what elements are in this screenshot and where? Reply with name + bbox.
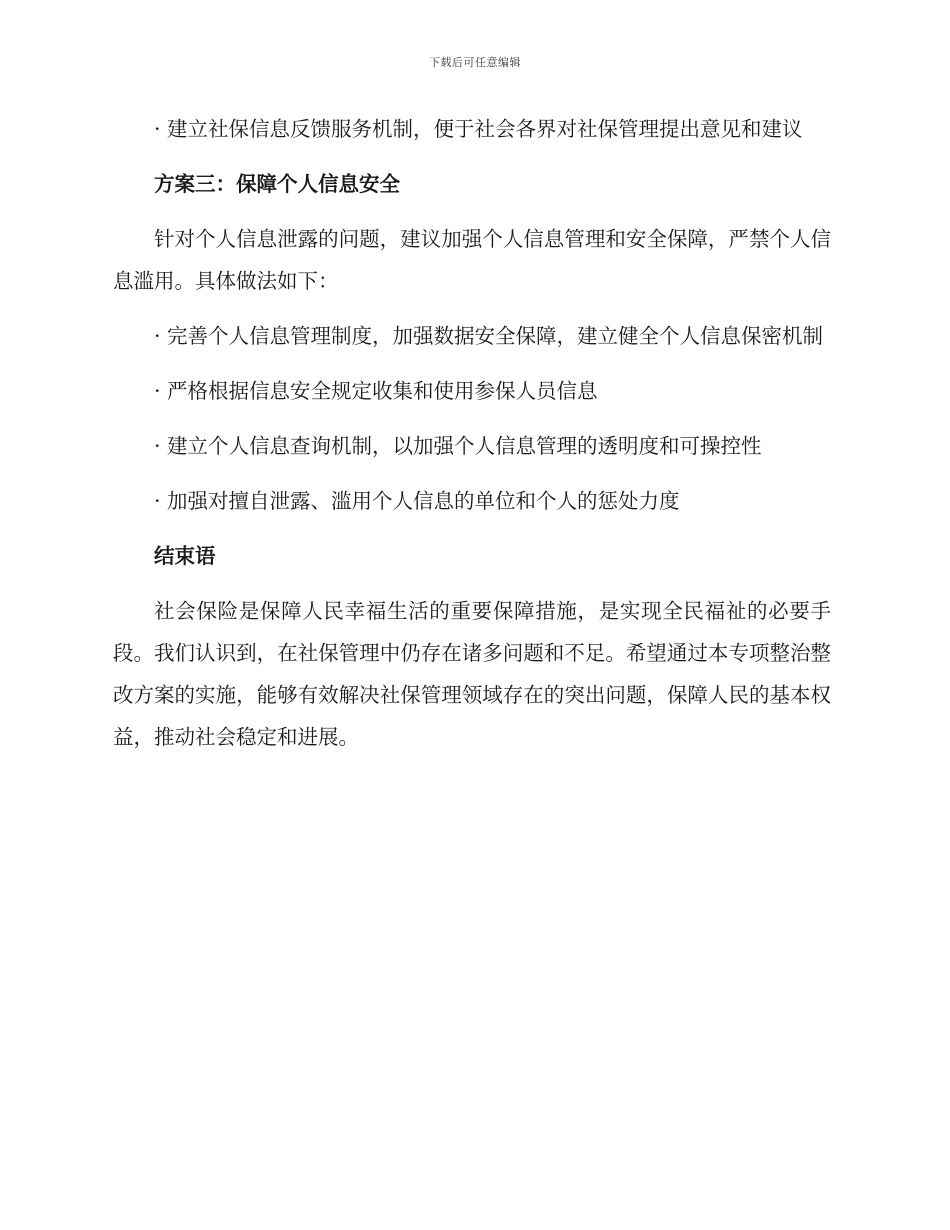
section-3-intro: 针对个人信息泄露的问题，建议加强个人信息管理和安全保障，严禁个人信息滥用。具体做法如下： bbox=[113, 227, 831, 293]
bullet-item: · 严格根据信息安全规定收集和使用参保人员信息 bbox=[154, 379, 598, 403]
bullet-feedback-mechanism: · 建立社保信息反馈服务机制，便于社会各界对社保管理提出意见和建议 bbox=[154, 117, 803, 141]
bullet-item: · 建立个人信息查询机制，以加强个人信息管理的透明度和可操控性 bbox=[154, 434, 762, 458]
document-body bbox=[113, 108, 831, 758]
section-3-heading: 方案三：保障个人信息安全 bbox=[154, 172, 400, 196]
conclusion-heading: 结束语 bbox=[154, 544, 216, 568]
bullet-item: · 加强对擅自泄露、滥用个人信息的单位和个人的惩处力度 bbox=[154, 489, 680, 513]
page-header-note: 下载后可任意编辑 bbox=[429, 56, 521, 69]
conclusion-paragraph: 社会保险是保障人民幸福生活的重要保障措施，是实现全民福祉的必要手段。我们认识到，在社保管理中仍存在诸多问题和不足。希望通过本专项整治整改方案的实施，能够有效解决社保管理领域存在的突出问题，保障人民的基本权益，推动社会稳定和进展。 bbox=[113, 599, 831, 749]
bullet-item: · 完善个人信息管理制度，加强数据安全保障，建立健全个人信息保密机制 bbox=[154, 324, 824, 348]
